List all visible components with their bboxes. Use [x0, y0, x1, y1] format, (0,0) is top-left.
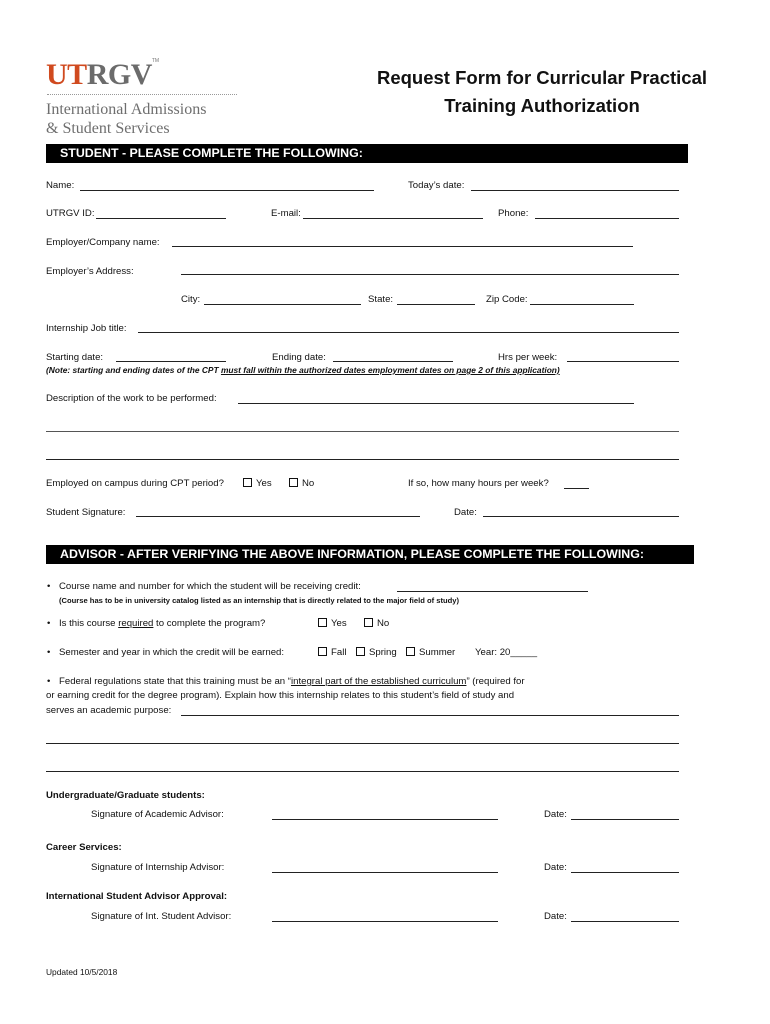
state-label: State:	[368, 294, 394, 305]
required-bullet: •	[47, 618, 51, 629]
email-field[interactable]	[303, 218, 483, 219]
federal-suffix: ” (required for	[466, 676, 525, 687]
student-signature-field[interactable]	[136, 516, 420, 517]
todays-date-field[interactable]	[471, 190, 679, 191]
course-note: (Course has to be in university catalog listed as an internship that is directly related to the major field of study)	[59, 596, 460, 605]
federal-prefix: Federal regulations state that this training must be an “	[59, 676, 291, 687]
federal-line-3: serves an academic purpose:	[46, 705, 172, 716]
employed-yes-checkbox[interactable]	[243, 478, 252, 487]
updated-date: Updated 10/5/2018	[46, 967, 118, 977]
phone-label: Phone:	[498, 208, 529, 219]
campus-hours-field[interactable]	[564, 488, 589, 489]
job-title-field[interactable]	[138, 332, 679, 333]
student-section-heading: STUDENT - PLEASE COMPLETE THE FOLLOWING:	[46, 144, 688, 163]
academic-purpose-field-line-1[interactable]	[181, 715, 679, 716]
job-title-label: Internship Job title:	[46, 323, 127, 334]
required-no-checkbox[interactable]	[364, 618, 373, 627]
form-title	[362, 64, 722, 120]
required-suffix: to complete the program?	[153, 618, 266, 629]
fall-label: Fall	[331, 647, 347, 658]
federal-line-1	[59, 676, 525, 687]
career-services-heading: Career Services:	[46, 842, 122, 853]
todays-date-label: Today’s date:	[408, 180, 465, 191]
zip-code-label: Zip Code:	[486, 294, 528, 305]
employed-no-label: No	[302, 478, 315, 489]
student-date-field[interactable]	[483, 516, 679, 517]
academic-advisor-date-label: Date:	[544, 809, 567, 820]
course-field[interactable]	[397, 591, 588, 592]
summer-option[interactable]	[406, 647, 455, 658]
federal-bullet: •	[47, 676, 51, 687]
city-label: City:	[181, 294, 201, 305]
academic-advisor-signature-label: Signature of Academic Advisor:	[91, 809, 224, 820]
summer-label: Summer	[419, 647, 456, 658]
logo-dotted-rule	[47, 94, 237, 95]
required-prefix: Is this course	[59, 618, 119, 629]
undergrad-heading: Undergraduate/Graduate students:	[46, 790, 205, 801]
ending-date-label: Ending date:	[272, 352, 326, 363]
description-field-line-2[interactable]	[46, 431, 679, 432]
course-bullet: •	[47, 581, 51, 592]
fall-option[interactable]	[318, 647, 346, 658]
logo-trademark: TM	[151, 58, 160, 64]
academic-advisor-signature-field[interactable]	[272, 819, 498, 820]
hours-per-week-question: If so, how many hours per week?	[408, 478, 549, 489]
course-label: Course name and number for which the student will be receiving credit:	[59, 581, 361, 592]
utrgv-id-label: UTRGV ID:	[46, 208, 95, 219]
employed-on-campus-question: Employed on campus during CPT period?	[46, 478, 224, 489]
cpt-dates-note-prefix: (Note: starting and ending dates of the CPT	[46, 365, 221, 375]
intl-advisor-signature-field[interactable]	[272, 921, 498, 922]
federal-underlined: integral part of the established curriculum	[290, 676, 467, 687]
starting-date-field[interactable]	[116, 361, 226, 362]
required-question	[59, 618, 265, 629]
year-field[interactable]: Year: 20_____	[475, 647, 538, 658]
employed-no-checkbox[interactable]	[289, 478, 298, 487]
city-field[interactable]	[204, 304, 361, 305]
description-field-line-3[interactable]	[46, 459, 679, 460]
required-yes-option[interactable]	[318, 618, 347, 629]
employer-name-label: Employer/Company name:	[46, 237, 160, 248]
internship-advisor-date-label: Date:	[544, 862, 567, 873]
fall-checkbox[interactable]	[318, 647, 327, 656]
student-date-label: Date:	[454, 507, 477, 518]
internship-advisor-signature-field[interactable]	[272, 872, 498, 873]
email-label: E-mail:	[271, 208, 301, 219]
internship-advisor-date-field[interactable]	[571, 872, 679, 873]
spring-checkbox[interactable]	[356, 647, 365, 656]
required-yes-checkbox[interactable]	[318, 618, 327, 627]
international-approval-heading: International Student Advisor Approval:	[46, 891, 228, 902]
intl-advisor-date-label: Date:	[544, 911, 567, 922]
intl-advisor-signature-label: Signature of Int. Student Advisor:	[91, 911, 232, 922]
summer-checkbox[interactable]	[406, 647, 415, 656]
ending-date-field[interactable]	[333, 361, 453, 362]
employed-no-option[interactable]	[289, 478, 314, 489]
student-signature-label: Student Signature:	[46, 507, 126, 518]
name-label: Name:	[46, 180, 75, 191]
spring-label: Spring	[369, 647, 397, 658]
form-title-line-2: Training Authorization	[444, 95, 640, 116]
employed-yes-option[interactable]	[243, 478, 272, 489]
name-field[interactable]	[80, 190, 374, 191]
employer-name-field[interactable]	[172, 246, 633, 247]
required-no-option[interactable]	[364, 618, 389, 629]
hrs-per-week-label: Hrs per week:	[498, 352, 558, 363]
employer-address-field[interactable]	[181, 274, 679, 275]
utrgv-id-field[interactable]	[96, 218, 226, 219]
employed-yes-label: Yes	[256, 478, 272, 489]
intl-advisor-date-field[interactable]	[571, 921, 679, 922]
utrgv-logo	[46, 58, 159, 92]
starting-date-label: Starting date:	[46, 352, 104, 363]
semester-bullet: •	[47, 647, 51, 658]
cpt-dates-note	[46, 365, 560, 375]
academic-purpose-field-line-2[interactable]	[46, 743, 679, 744]
required-no-label: No	[377, 618, 390, 629]
spring-option[interactable]	[356, 647, 397, 658]
cpt-dates-note-underlined: must fall within the authorized dates employment dates on page 2 of this application)	[220, 365, 560, 375]
required-yes-label: Yes	[331, 618, 347, 629]
required-underlined: required	[118, 618, 154, 629]
advisor-section-heading: ADVISOR - AFTER VERIFYING THE ABOVE INFORMATION, PLEASE COMPLETE THE FOLLOWING:	[46, 545, 694, 564]
employer-address-label: Employer’s Address:	[46, 266, 134, 277]
logo-rgv: RGV	[86, 58, 152, 91]
academic-advisor-date-field[interactable]	[571, 819, 679, 820]
description-field-line-1[interactable]	[238, 403, 634, 404]
phone-field[interactable]	[535, 218, 679, 219]
hrs-per-week-field[interactable]	[567, 361, 679, 362]
logo-line-1: International Admissions	[46, 101, 207, 118]
form-title-line-1: Request Form for Curricular Practical	[376, 67, 707, 88]
state-field[interactable]	[397, 304, 475, 305]
academic-purpose-field-line-3[interactable]	[46, 771, 679, 772]
semester-label: Semester and year in which the credit will be earned:	[59, 647, 285, 658]
zip-code-field[interactable]	[530, 304, 634, 305]
logo-line-2: & Student Services	[46, 120, 170, 137]
internship-advisor-signature-label: Signature of Internship Advisor:	[91, 862, 225, 873]
federal-line-2: or earning credit for the degree program). Explain how this internship relates to this student’s field of study and	[46, 690, 515, 701]
description-label: Description of the work to be performed:	[46, 393, 217, 404]
logo-ut: UT	[46, 58, 87, 91]
